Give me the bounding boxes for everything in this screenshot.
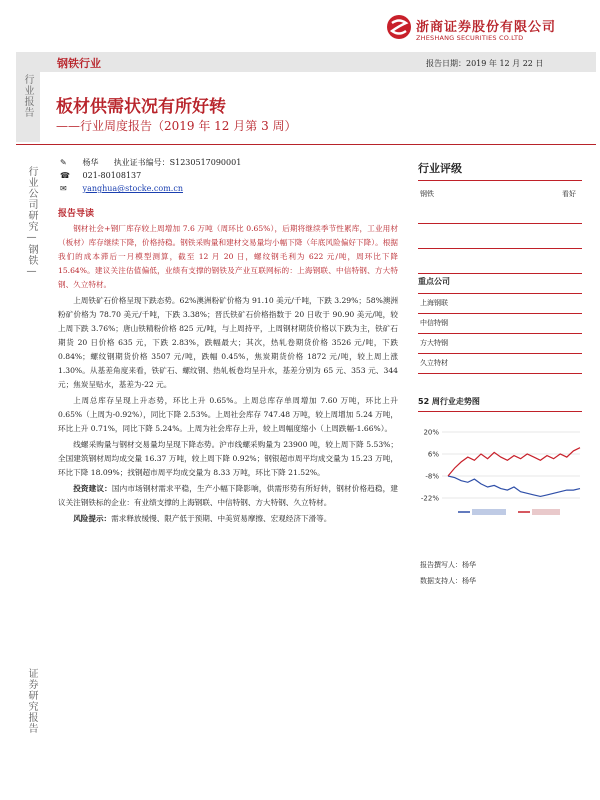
company-en-name: ZHESHANG SECURITIES CO.LTD	[416, 34, 524, 42]
body-paragraph: 线螺采购量与钢材交易量均呈现下降态势。沪市线螺采购量为 23900 吨，较上周下降 5.53%；全国建筑钢材周均成交量 16.37 万吨，较上周下降 0.92%；钢银超市周平均成交量为 15.23 万吨，环比下降 18.09%；找钢超市周平均成交量为 8.33 万吨，环比下降 21.52%。	[58, 440, 398, 477]
chart-y-tick-label: -8%	[425, 472, 439, 481]
analyst-row	[60, 156, 241, 169]
company-cn-name: 浙商证券股份有限公司	[416, 20, 557, 35]
body-paragraph: 上周总库存呈现上升态势，环比上升 0.65%。上周总库存单周增加 7.60 万吨，环比上升 0.65%（上周为-0.92%），同比下降 2.53%。上周社会库存 747.48 万吨，较上周增加 5.24 万吨，环比上升 0.71%，同比下降 5.24%。上周为社会库存上升，较上周幅度缩小（上周跌幅-1.66%）。	[58, 396, 398, 433]
page-subtitle: ——行业周度报告（2019 年 12 月第 3 周）	[56, 119, 297, 133]
legend-label-blur-2	[532, 509, 560, 515]
chart-y-tick-label: 20%	[423, 428, 439, 437]
side-label: 行业报告	[22, 74, 33, 118]
summary-paragraph: 钢材社会+钢厂库存较上周增加 7.6 万吨（周环比 0.65%），后期将继续季节性累库，工业用材（板材）库存继续下降，价格持稳。钢铁采购量和建材交易量均小幅下降（年底风险偏好下降）。根据我们的成本滞后一月模型测算，截至 12 月 20 日，螺纹钢毛利为 622 元/吨，周环比下降 15.64%。建议关注估值偏低，业绩有支撑的钢铁及产业互联网标的：上海钢联、中信特钢、方大特钢、久立特材。	[58, 224, 398, 289]
trend-chart	[418, 424, 584, 524]
report-writer: 报告撰写人：杨华	[420, 561, 476, 569]
chart-title: 52 周行业走势图	[418, 397, 480, 406]
left-margin-footer: 证券研究报告	[26, 668, 37, 734]
risk-text: 需求释放缓慢、限产低于预期、中美贸易摩擦、宏观经济下滑等。	[111, 514, 332, 523]
body-paragraph: 上周铁矿石价格呈现下跌态势。62%澳洲粉矿价格为 91.10 美元/千吨，下跌 3.29%；58%澳洲粉矿价格为 78.70 美元/千吨，下跌 3.38%；晋氏铁矿石价格指数于 20 日收于 90.90 美元/吨，较上周下跌 3.76%；唐山铁精粉价格 825 元/吨，与上周持平，上周钢材期货价格以下跌为主，铁矿石期货 20 日价格 635 元，下跌 2.83%，跌幅最大；其次，热轧卷期货价格 3526 元/吨，下跌 0.84%；螺纹钢期货价格 3507 元/吨，跌幅 0.45%，焦炭期货价格 1872 元/吨，较上周上涨 1.30%。从基差角度来看，铁矿石、螺纹钢、热轧板卷均呈升水，基差分别为 65 元、353 元、344 元；焦炭呈贴水，基差为-22 元。	[58, 296, 399, 389]
chart-series-line-1	[448, 476, 580, 496]
email-row	[60, 182, 241, 195]
industry-label: 钢铁行业	[57, 57, 101, 70]
page-title: 板材供需状况有所好转	[56, 97, 226, 117]
report-date: 报告日期：2019 年 12 月 22 日	[426, 59, 544, 68]
company-logo	[386, 14, 412, 40]
key-company-item: 中信特钢	[418, 314, 582, 334]
key-company-item: 上海钢联	[418, 294, 582, 314]
rating-sector: 钢铁	[420, 190, 434, 198]
key-companies-panel	[418, 276, 582, 374]
invest-text: 国内市场钢材需求平稳，生产小幅下降影响，供需形势有所好转，钢材价格趋稳，建议关注钢铁标的企业：有业绩支撑的上海钢联、中信特钢、方大特钢、久立特材。	[58, 484, 398, 507]
data-support: 数据支持人：杨华	[420, 577, 476, 585]
mail-icon: ✉	[60, 184, 67, 193]
pen-icon: ✎	[60, 158, 67, 167]
phone-row	[60, 169, 241, 182]
rating-value: 看好	[562, 190, 576, 198]
chart-legend	[458, 509, 560, 515]
key-company-item: 方大特钢	[418, 334, 582, 354]
analyst-block	[60, 156, 241, 195]
rating-panel	[418, 160, 582, 274]
key-companies-title: 重点公司	[418, 276, 582, 294]
chart-y-tick-label: 6%	[427, 450, 439, 459]
chart-y-tick-label: -22%	[420, 494, 439, 503]
logo-mark-icon	[386, 14, 412, 40]
invest-label: 投资建议：	[73, 484, 112, 493]
chart-series-line-2	[448, 448, 580, 476]
guide-title: 报告导读	[58, 209, 95, 219]
rating-title: 行业评级	[418, 160, 582, 181]
analyst-name: 杨华	[82, 158, 99, 167]
key-company-item: 久立特材	[418, 354, 582, 374]
divider-line	[16, 144, 596, 145]
main-body	[58, 222, 398, 528]
risk-paragraph	[58, 512, 398, 526]
invest-paragraph	[58, 482, 398, 510]
analyst-license: 执业证书编号：S1230517090001	[113, 158, 242, 167]
analyst-email[interactable]: yanghua@stocke.com.cn	[82, 184, 183, 193]
legend-label-blur-1	[472, 509, 506, 515]
risk-label: 风险提示：	[73, 514, 112, 523]
chart-title-rule	[418, 411, 582, 412]
analyst-phone: 021-80108137	[82, 171, 142, 180]
phone-icon: ☎	[60, 171, 70, 180]
left-margin-category: 行业公司研究—钢铁—	[26, 166, 37, 278]
